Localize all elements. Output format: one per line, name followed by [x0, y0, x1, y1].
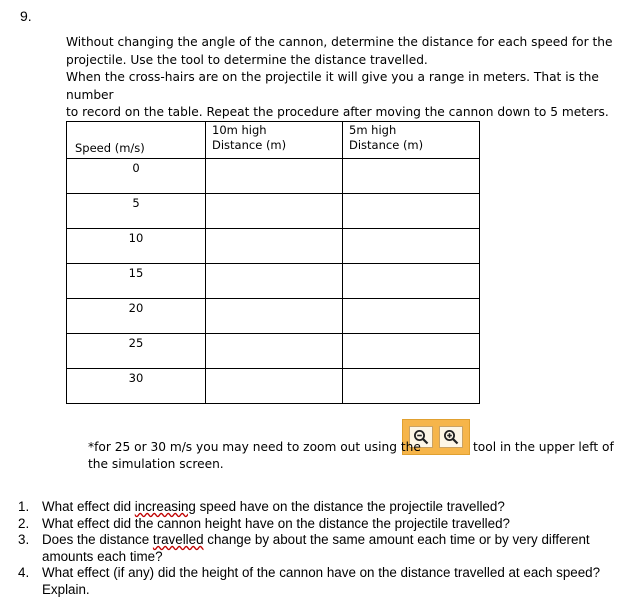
- table-row: [67, 159, 480, 194]
- question-text-1: [42, 499, 618, 516]
- speed-value: 5: [132, 196, 140, 210]
- distance-10m-cell[interactable]: [206, 334, 343, 369]
- table-row: [67, 299, 480, 334]
- speed-value: 10: [128, 231, 144, 245]
- 10m-header: [206, 122, 343, 159]
- speed-header: [67, 122, 206, 159]
- table-row: [67, 369, 480, 404]
- speed-header-label: Speed (m/s): [75, 141, 145, 155]
- question-number: 9.: [20, 8, 32, 24]
- 5m-header-line2: Distance (m): [349, 138, 424, 152]
- speed-cell: [67, 264, 206, 299]
- distance-5m-cell[interactable]: [343, 299, 480, 334]
- distance-10m-cell[interactable]: [206, 264, 343, 299]
- distance-10m-cell[interactable]: [206, 299, 343, 334]
- instruction-line-1: Without changing the angle of the cannon, determine the distance for each speed for the: [66, 35, 613, 49]
- distance-10m-cell[interactable]: [206, 369, 343, 404]
- question-text-4: What effect (if any) did the height of the cannon have on the distance travelled at each speed? Explain.: [42, 565, 601, 597]
- question-number-3: 3.: [18, 532, 30, 547]
- table-row: [67, 334, 480, 369]
- zoom-note-part1: *for 25 or 30 m/s you may need to zoom out using the: [88, 440, 421, 454]
- table-header-row: [67, 122, 480, 159]
- speed-cell: [67, 334, 206, 369]
- instruction-line-2: projectile. Use the tool to determine the distance travelled.: [66, 52, 428, 67]
- list-item: [18, 565, 618, 598]
- question-list: [18, 499, 618, 598]
- table-row: [67, 264, 480, 299]
- question-text-2: What effect did the cannon height have on the distance the projectile travelled?: [42, 515, 510, 531]
- speed-cell: [67, 299, 206, 334]
- distance-5m-cell[interactable]: [343, 369, 480, 404]
- speed-cell: [67, 194, 206, 229]
- 5m-header-line1: 5m high: [349, 123, 397, 137]
- speed-cell: [67, 369, 206, 404]
- table-row: [67, 229, 480, 264]
- question-3-post: change by about the same amount each time or by very different amounts each time?: [42, 532, 590, 564]
- list-item: [18, 499, 618, 516]
- speed-value: 30: [128, 371, 144, 385]
- zoom-note: [88, 439, 618, 473]
- 10m-header-line1: 10m high: [212, 123, 267, 137]
- table-row: [67, 194, 480, 229]
- distance-10m-cell[interactable]: [206, 229, 343, 264]
- 5m-header: [343, 122, 480, 159]
- distance-5m-cell[interactable]: [343, 334, 480, 369]
- question-number-2: 2.: [18, 515, 30, 531]
- question-text-3: [42, 532, 618, 565]
- instructions: [66, 34, 622, 122]
- question-1-em: increasing: [134, 499, 196, 514]
- question-1-post: speed have on the distance the projectile travelled?: [195, 499, 505, 514]
- speed-value: 0: [132, 161, 140, 175]
- question-1-pre: What effect did: [42, 499, 135, 514]
- 10m-header-line2: Distance (m): [212, 138, 287, 152]
- instruction-line-3: When the cross-hairs are on the projectile it will give you a range in meters. That is the number: [66, 70, 599, 102]
- speed-cell: [67, 229, 206, 264]
- zoom-note-part2: tool in the upper left of: [473, 440, 614, 454]
- distance-5m-cell[interactable]: [343, 264, 480, 299]
- speed-value: 25: [128, 336, 144, 350]
- distance-5m-cell[interactable]: [343, 229, 480, 264]
- instruction-line-4: to record on the table. Repeat the procedure after moving the cannon down to 5 meters.: [66, 105, 609, 119]
- distance-5m-cell[interactable]: [343, 159, 480, 194]
- zoom-note-part3: the simulation screen.: [88, 457, 224, 471]
- distance-table: [66, 121, 480, 404]
- speed-cell: [67, 159, 206, 194]
- list-item: [18, 532, 618, 565]
- distance-10m-cell[interactable]: [206, 159, 343, 194]
- distance-10m-cell[interactable]: [206, 194, 343, 229]
- list-item: [18, 516, 618, 533]
- speed-value: 15: [128, 266, 144, 280]
- question-number-1: 1.: [18, 499, 30, 514]
- speed-value: 20: [128, 301, 144, 315]
- question-3-pre: Does the distance: [42, 532, 153, 547]
- distance-5m-cell[interactable]: [343, 194, 480, 229]
- question-number-4: 4.: [18, 565, 30, 580]
- question-3-em: travelled: [152, 532, 204, 547]
